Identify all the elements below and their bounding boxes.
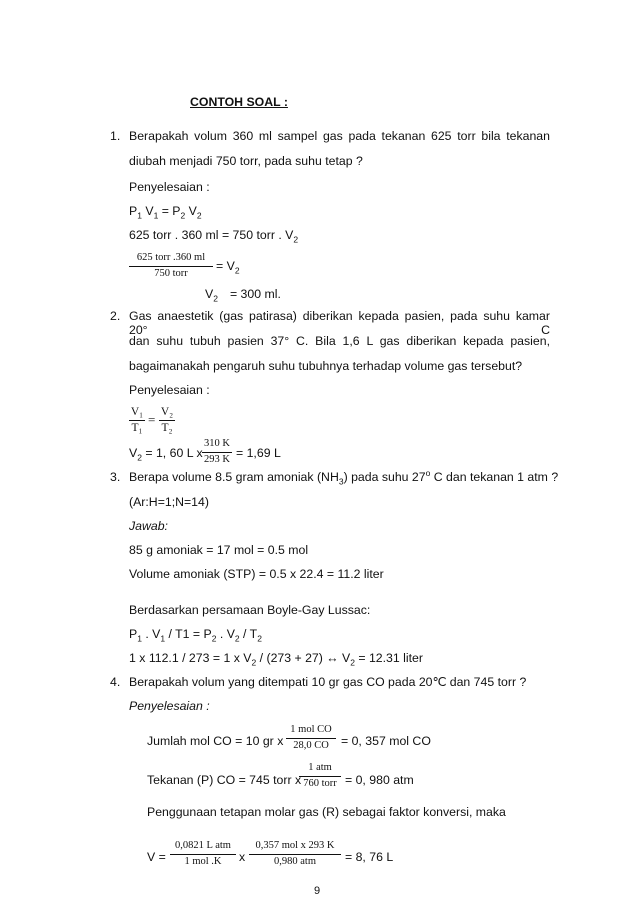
- q4-pressure-fraction: [299, 762, 341, 790]
- q1-fraction-denominator: 750 torr: [154, 268, 188, 279]
- q2-calc-left: $V_2 = 1$, 60 L x: [129, 446, 203, 463]
- q3-line4: $P_1$ . $V_1 / T1 = P_2$ . $V_2 / T_2$: [129, 627, 262, 644]
- q1-solution-label: Penyelesaian :: [129, 180, 210, 194]
- fraction-denominator: 1 mol .K: [184, 856, 222, 867]
- fraction-denominator: T₂: [161, 422, 173, 434]
- q4-number: 4.: [110, 675, 121, 689]
- fraction-denominator: 293 K: [204, 454, 230, 465]
- q2-number: 2.: [110, 309, 121, 323]
- q2-text-line2: dan suhu tubuh pasien 37° C. Bila 1,6 L gas diberikan kepada pasien,: [129, 334, 550, 348]
- q3-line1: 85 g amoniak = 17 mol = 0.5 mol: [129, 543, 309, 557]
- q2-text-line1: Gas anaestetik (gas patirasa) diberikan kepada pasien, pada suhu kamar 20° C: [129, 309, 550, 337]
- q1-fraction: [129, 252, 213, 280]
- q2-calc-result: = 1,69 L: [236, 446, 281, 460]
- fraction-numerator: V₂: [160, 406, 174, 418]
- q3-text-line1: Berapa volume 8.5 gram amoniak $(NH_3)$ pada suhu 27$^o$ C dan tekanan 1 atm ?: [129, 467, 559, 487]
- fraction-bar: [159, 420, 175, 421]
- fraction-numerator: 1 atm: [308, 762, 332, 773]
- q2-fraction-v1-t1: [129, 406, 145, 434]
- q2-solution-label: Penyelesaian :: [129, 383, 210, 397]
- q4-mol-result: = 0, 357 mol CO: [341, 734, 431, 748]
- fraction-numerator: 310 K: [204, 438, 230, 449]
- q1-equation-2: 625 torr . 360 ml = 750 torr . $V_2$: [129, 228, 299, 245]
- q1-result: $V_2 = 300$ ml.: [205, 287, 281, 304]
- q4-mol-fraction: [286, 724, 336, 752]
- fraction-numerator: V₁: [130, 406, 144, 418]
- fraction-bar: [129, 266, 213, 267]
- q4-v-fraction-2: [249, 840, 341, 868]
- q4-r-text: Penggunaan tetapan molar gas (R) sebagai faktor konversi, maka: [147, 805, 506, 819]
- fraction-denominator: T₁: [131, 422, 143, 434]
- page-number: 9: [314, 885, 321, 897]
- q3-text-line2: (Ar:H=1;N=14): [129, 495, 209, 509]
- q4-v-times: x: [239, 850, 246, 864]
- q1-number: 1.: [110, 129, 121, 143]
- q2-equals: =: [148, 412, 156, 427]
- fraction-bar: [129, 420, 145, 421]
- q1-fraction-numerator: 625 torr .360 ml: [136, 252, 206, 263]
- fraction-numerator: 0,357 mol x 293 K: [255, 840, 335, 851]
- fraction-denominator: 0,980 atm: [274, 856, 316, 867]
- fraction-bar: [170, 854, 236, 855]
- q3-line5: 1 x 112.1 / 273 = 1 x $V_2 / (273 + 27)$ ↔ $V_2 = 12.31$ liter: [129, 651, 423, 668]
- q3-line2: Volume amoniak (STP) = 0.5 x 22.4 = 11.2 liter: [129, 567, 384, 581]
- q4-pressure-prefix: Tekanan (P) CO = 745 torr x: [147, 773, 302, 787]
- q1-equation-1: $P_1$ $V_1 = P_2$ $V_2$: [129, 204, 202, 221]
- q2-calc-fraction: [202, 438, 232, 466]
- q4-text-line1: Berapakah volum yang ditempati 10 gr gas CO pada 20℃ dan 745 torr ?: [129, 675, 527, 689]
- heading: CONTOH SOAL :: [190, 95, 288, 109]
- fraction-bar: [202, 452, 232, 453]
- q1-text-line1: Berapakah volum 360 ml sampel gas pada tekanan 625 torr bila tekanan: [129, 129, 550, 143]
- fraction-denominator: 28,0 CO: [293, 740, 329, 751]
- q1-text-line2: diubah menjadi 750 torr, pada suhu tetap ?: [129, 154, 363, 168]
- fraction-bar: [286, 738, 336, 739]
- q4-solution-label: Penyelesaian :: [129, 699, 210, 713]
- q3-answer-label: Jawab:: [129, 519, 168, 533]
- fraction-numerator: 0,0821 L atm: [175, 840, 231, 851]
- q4-mol-prefix: Jumlah mol CO = 10 gr x: [147, 734, 284, 748]
- fraction-numerator: 1 mol CO: [290, 724, 332, 735]
- fraction-bar: [299, 776, 341, 777]
- q2-fraction-v2-t2: [159, 406, 175, 434]
- fraction-denominator: 760 torr: [303, 778, 337, 789]
- q4-pressure-result: = 0, 980 atm: [345, 773, 414, 787]
- q4-v-result: = 8, 76 L: [345, 850, 394, 864]
- q4-v-prefix: V =: [147, 850, 166, 864]
- q1-fraction-rhs: = $V_2$: [216, 259, 240, 276]
- q2-text-line3: bagaimanakah pengaruh suhu tubuhnya terhadap volume gas tersebut?: [129, 359, 523, 373]
- q4-v-fraction-1: [170, 840, 236, 868]
- q3-number: 3.: [110, 470, 121, 484]
- q3-line3: Berdasarkan persamaan Boyle-Gay Lussac:: [129, 603, 371, 617]
- fraction-bar: [249, 854, 341, 855]
